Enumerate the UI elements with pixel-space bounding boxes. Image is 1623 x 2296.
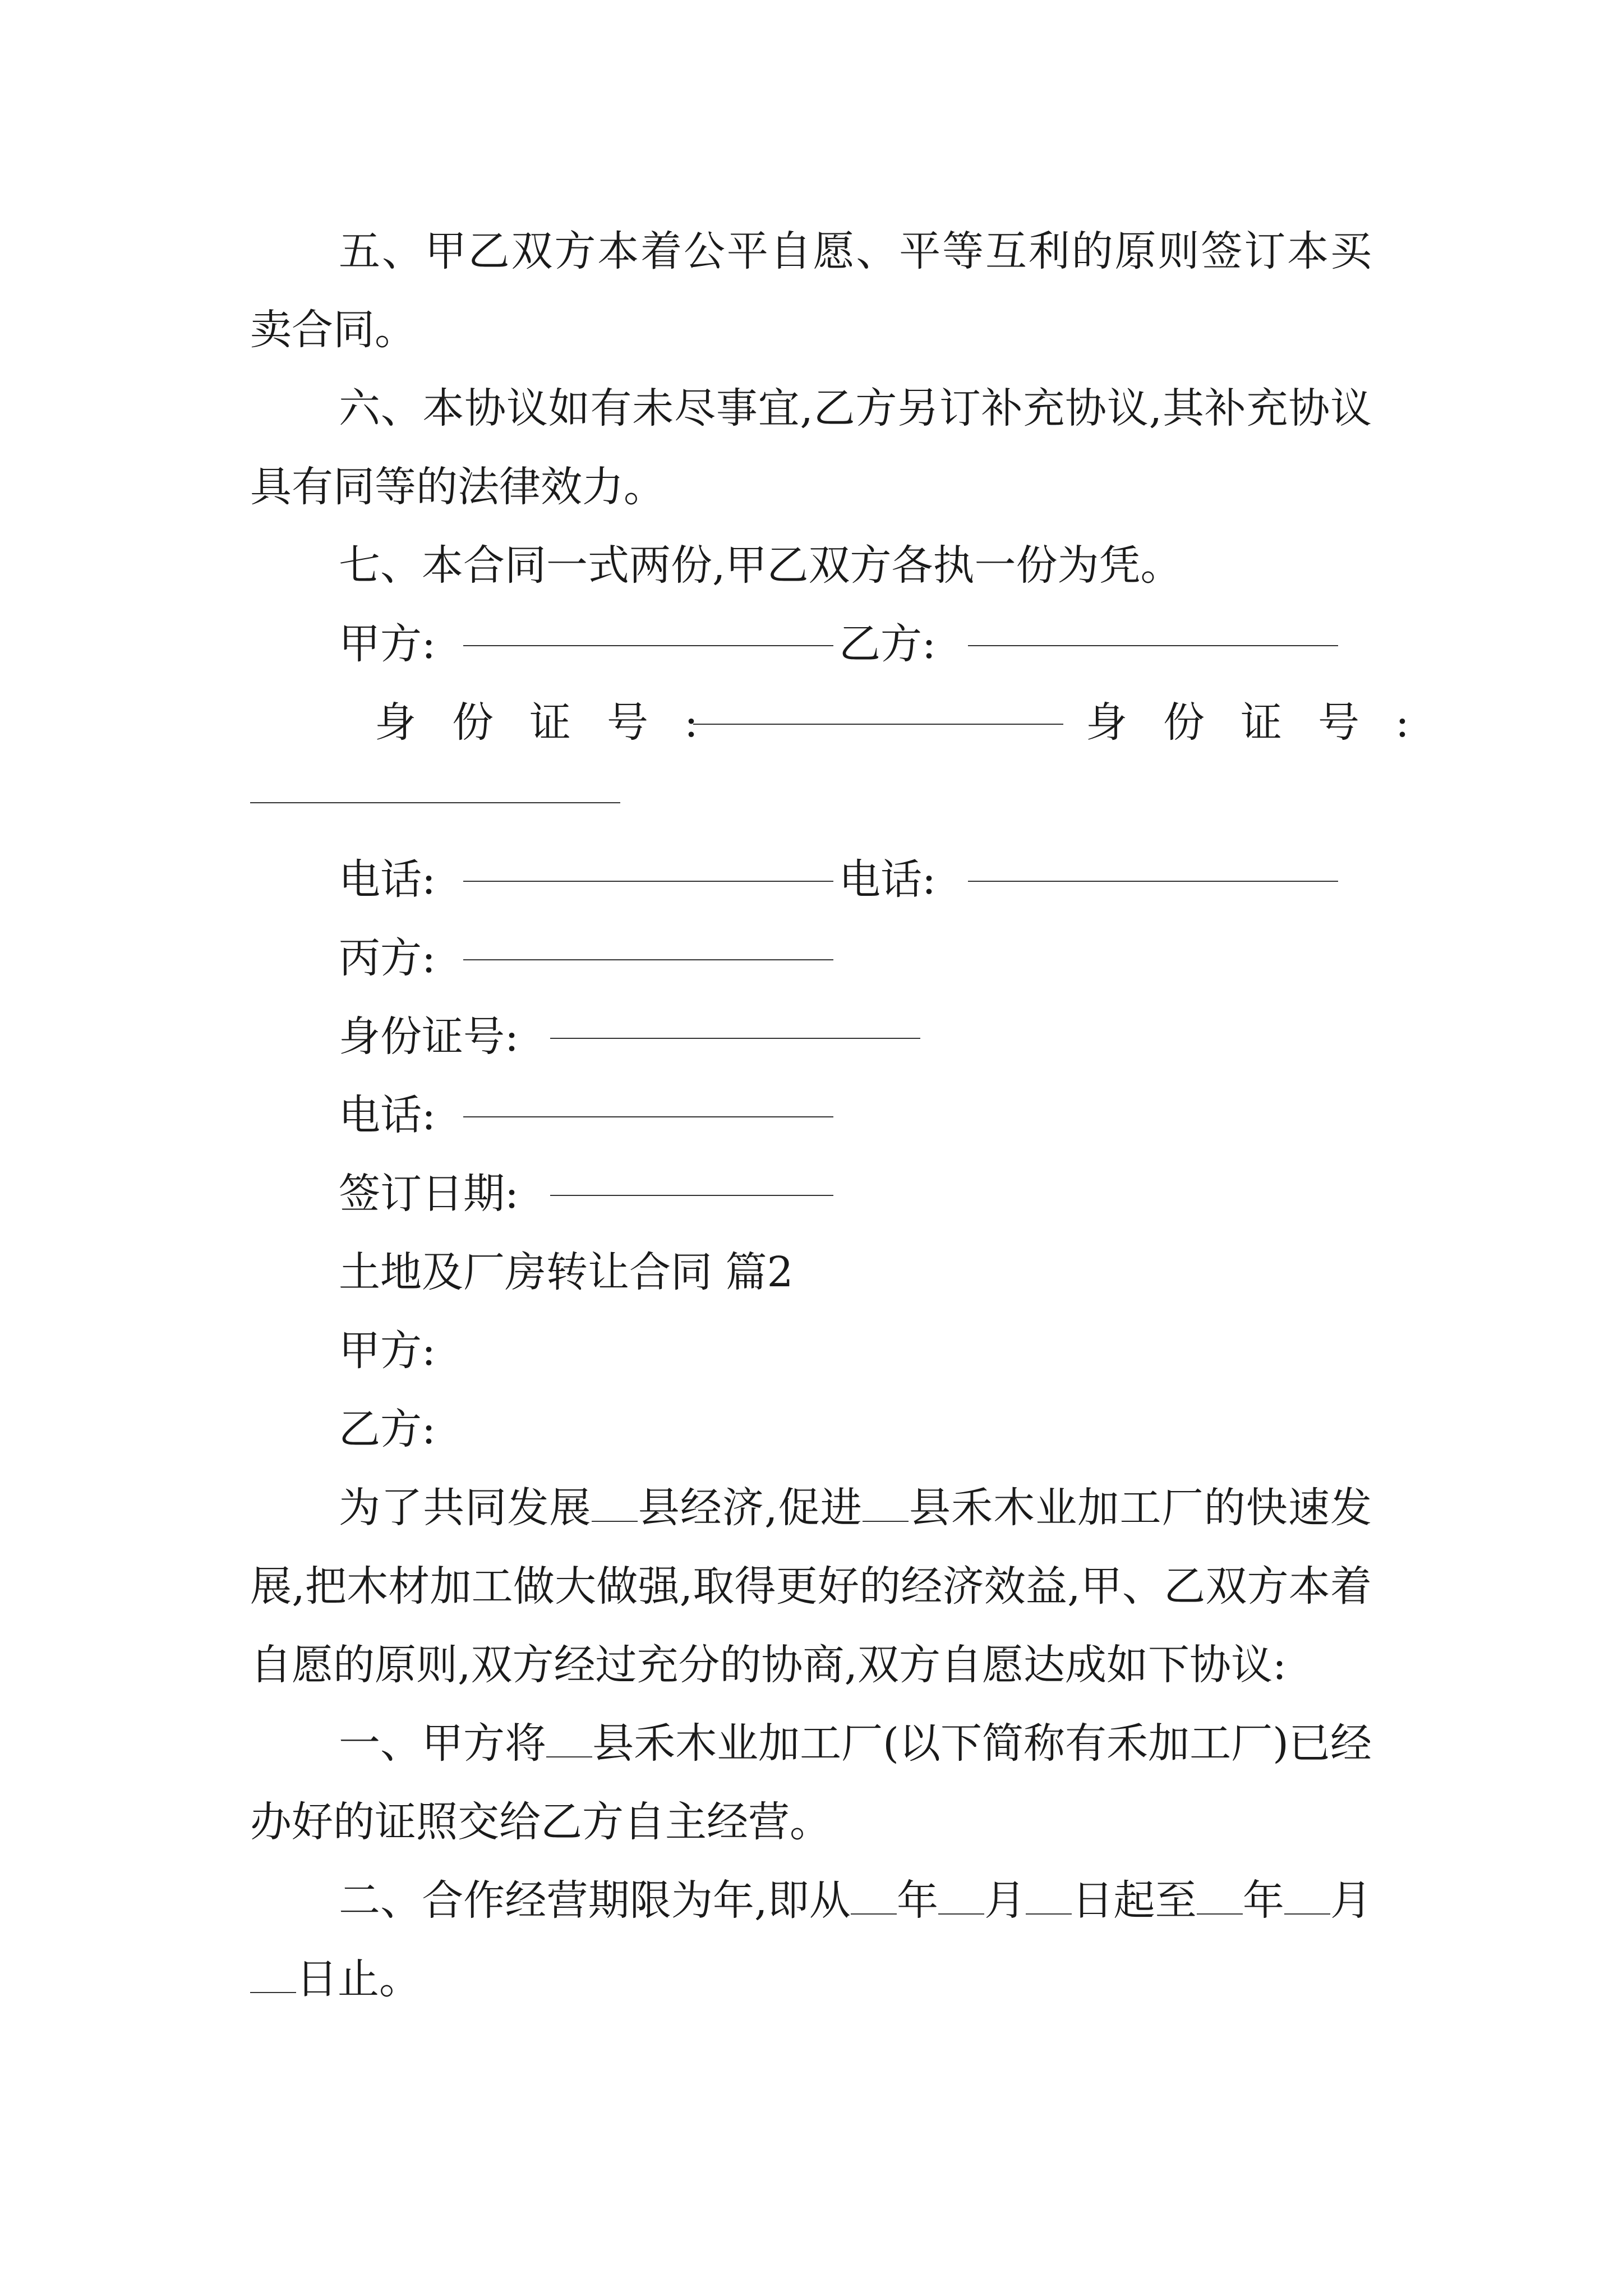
day-blank-1 <box>1026 1880 1072 1915</box>
clause-7: 七、本合同一式两份,甲乙双方各执一份为凭。 <box>339 541 1182 590</box>
section-2-party-b: 乙方: <box>339 1405 436 1453</box>
clause-6: 六、本协议如有未尽事宜,乙方另订补充协议,其补充协议具有同等的法律效力。 <box>250 384 1372 511</box>
party-c-phone-label: 电话: <box>339 1091 436 1139</box>
section-2-intro <box>250 1469 1372 1704</box>
party-c-blank <box>463 919 833 960</box>
year-blank-2 <box>1197 1880 1243 1915</box>
county-blank-1 <box>592 1487 638 1522</box>
party-a-id-label: 身份证号: <box>375 698 734 747</box>
phone-line <box>250 840 1372 919</box>
section-2-party-a: 甲方: <box>339 1327 436 1375</box>
party-c-id-label: 身份证号: <box>339 1013 519 1061</box>
sign-date-line <box>250 1154 1372 1233</box>
party-a-label: 甲方: <box>339 620 436 668</box>
clause-2-day-1: 日起至 <box>1072 1876 1197 1925</box>
section-2-clause-2 <box>250 1861 1372 2018</box>
county-blank-3 <box>546 1723 592 1757</box>
party-c-label: 丙方: <box>339 934 436 982</box>
intro-part-2: 县经济,促进 <box>637 1484 863 1532</box>
party-a-blank <box>463 605 833 646</box>
county-blank-2 <box>863 1487 909 1522</box>
party-c-id-line <box>250 997 1372 1076</box>
party-b-id-blank <box>250 762 620 803</box>
party-b-phone-label: 电话: <box>839 855 936 904</box>
party-a-phone-blank <box>463 840 833 882</box>
section-2-clause-1 <box>250 1704 1372 1861</box>
section-2-title: 土地及厂房转让合同 篇2 <box>339 1248 794 1296</box>
clause-1-part-b: 县禾木业加工厂(以下简称有禾加工厂)已经办好的证照交给乙方自主经营。 <box>250 1719 1372 1846</box>
clause-5: 五、甲乙双方本着公平自愿、平等互利的原则签订本买卖合同。 <box>250 227 1372 354</box>
year-blank-1 <box>851 1880 897 1915</box>
clause-2-part-a: 二、合作经营期限为年,即从 <box>339 1876 851 1925</box>
clause-2-month-1: 月 <box>984 1876 1026 1925</box>
document-page <box>250 212 1445 2018</box>
party-b-id-label: 身份证号: <box>1086 698 1445 747</box>
party-c-line <box>250 919 1372 997</box>
id-number-line <box>250 683 1445 762</box>
clause-2-day-2: 日止。 <box>296 1955 421 2003</box>
sign-date-blank <box>550 1154 833 1196</box>
party-b-phone-blank <box>968 840 1338 882</box>
party-b-label: 乙方: <box>839 620 936 668</box>
party-a-id-blank <box>693 683 1063 725</box>
clause-1-part-a: 一、甲方将 <box>339 1719 547 1768</box>
month-blank-2 <box>1284 1880 1330 1915</box>
clause-2-month-2: 月 <box>1330 1876 1372 1925</box>
party-a-phone-label: 电话: <box>339 855 436 904</box>
party-c-id-blank <box>550 997 920 1039</box>
clause-2-year-1: 年 <box>896 1876 939 1925</box>
party-a-b-line <box>250 605 1372 683</box>
intro-part-1: 为了共同发展 <box>339 1484 592 1532</box>
id-number-continuation <box>250 762 1372 840</box>
day-blank-2 <box>250 1958 296 1993</box>
clause-2-year-2: 年 <box>1242 1876 1284 1925</box>
sign-date-label: 签订日期: <box>339 1170 519 1218</box>
party-c-phone-line <box>250 1076 1372 1154</box>
party-b-blank <box>968 605 1338 646</box>
intro-part-3: 县禾木业加工厂的快速发展,把木材加工做大做强,取得更好的经济效益,甲、乙双方本着自愿的原则,双方经过充分的协商,双方自愿达成如下协议: <box>250 1484 1372 1689</box>
month-blank-1 <box>938 1880 984 1915</box>
party-c-phone-blank <box>463 1076 833 1117</box>
